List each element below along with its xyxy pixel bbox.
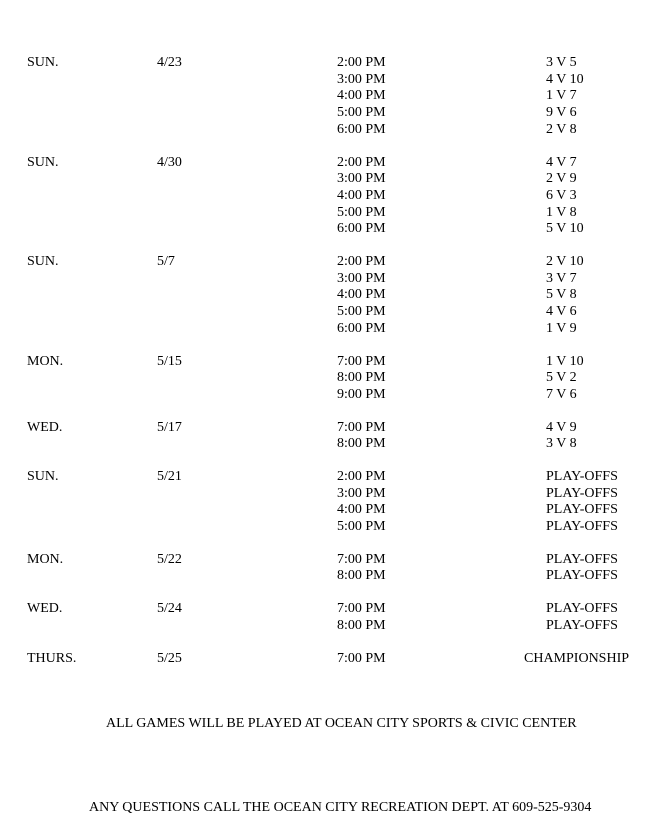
game-time: 6:00 PM <box>337 121 386 137</box>
game-matchup: 4 V 6 <box>546 304 577 320</box>
game-time: 4:00 PM <box>337 187 386 203</box>
game-time: 7:00 PM <box>337 601 386 617</box>
game-matchups <box>546 552 618 585</box>
game-time: 6:00 PM <box>337 221 386 237</box>
game-matchup: 7 V 6 <box>546 386 577 402</box>
game-matchup: 6 V 3 <box>546 187 577 203</box>
game-times <box>337 469 386 536</box>
game-date: 5/25 <box>157 650 182 666</box>
day-of-week: WED. <box>27 419 63 435</box>
day-of-week: SUN. <box>27 468 59 484</box>
game-matchup: 1 V 9 <box>546 320 577 336</box>
game-time: 2:00 PM <box>337 154 386 170</box>
game-matchup: 3 V 7 <box>546 270 577 286</box>
day-of-week: SUN. <box>27 154 59 170</box>
game-matchup: 3 V 8 <box>546 436 577 452</box>
game-matchup: PLAY-OFFS <box>546 617 618 633</box>
day-of-week: THURS. <box>27 650 77 666</box>
game-time: 8:00 PM <box>337 370 386 386</box>
game-matchup: 2 V 9 <box>546 171 577 187</box>
venue-note: ALL GAMES WILL BE PLAYED AT OCEAN CITY SPORTS & CIVIC CENTER <box>106 716 577 731</box>
game-matchups <box>546 254 584 337</box>
game-matchup: 4 V 9 <box>546 419 577 435</box>
game-times <box>337 55 386 138</box>
game-date: 5/21 <box>157 468 182 484</box>
game-matchups <box>546 601 618 634</box>
game-time: 8:00 PM <box>337 568 386 584</box>
game-time: 8:00 PM <box>337 436 386 452</box>
game-matchup: 1 V 7 <box>546 88 577 104</box>
game-time: 5:00 PM <box>337 105 386 121</box>
game-matchup: 5 V 8 <box>546 287 577 303</box>
game-matchups <box>546 420 577 453</box>
game-matchup: 2 V 10 <box>546 254 584 269</box>
schedule-day-block <box>0 469 672 536</box>
schedule-day-block <box>0 420 672 453</box>
game-matchups <box>546 155 584 238</box>
schedule-day-block <box>0 601 672 634</box>
day-of-week: SUN. <box>27 254 59 269</box>
game-matchup: 4 V 7 <box>546 154 577 170</box>
game-matchup: PLAY-OFFS <box>546 519 618 535</box>
schedule-day-block <box>0 354 672 404</box>
game-date: 5/15 <box>157 353 182 369</box>
game-matchup: PLAY-OFFS <box>546 502 618 518</box>
game-date: 4/30 <box>157 154 182 170</box>
game-matchup: 4 V 10 <box>546 71 584 87</box>
game-time: 2:00 PM <box>337 468 386 484</box>
game-matchup: 1 V 10 <box>546 353 584 369</box>
game-time: 4:00 PM <box>337 88 386 104</box>
game-matchup: PLAY-OFFS <box>546 601 618 617</box>
game-matchup: 5 V 2 <box>546 370 577 386</box>
game-time: 8:00 PM <box>337 617 386 633</box>
game-time: 7:00 PM <box>337 353 386 369</box>
game-date: 5/24 <box>157 601 182 617</box>
schedule-table <box>0 55 672 683</box>
game-time: 2:00 PM <box>337 254 386 269</box>
game-time: 4:00 PM <box>337 502 386 518</box>
game-times <box>337 651 386 668</box>
game-time: 3:00 PM <box>337 270 386 286</box>
game-matchups <box>524 651 629 668</box>
game-time: 7:00 PM <box>337 551 386 567</box>
game-matchup: 2 V 8 <box>546 121 577 137</box>
game-matchups <box>546 354 584 404</box>
game-matchup: PLAY-OFFS <box>546 568 618 584</box>
game-time: 4:00 PM <box>337 287 386 303</box>
schedule-day-block <box>0 254 672 338</box>
schedule-day-block <box>0 552 672 585</box>
game-time: 7:00 PM <box>337 650 386 666</box>
game-matchup: 5 V 10 <box>546 221 584 237</box>
game-times <box>337 354 386 404</box>
game-time: 6:00 PM <box>337 320 386 336</box>
game-matchup: CHAMPIONSHIP <box>524 650 630 666</box>
game-matchup: 3 V 5 <box>546 55 577 70</box>
game-matchup: 1 V 8 <box>546 204 577 220</box>
day-of-week: MON. <box>27 551 64 567</box>
game-time: 2:00 PM <box>337 55 386 70</box>
contact-note: ANY QUESTIONS CALL THE OCEAN CITY RECREATION DEPT. AT 609-525-9304 <box>89 800 592 815</box>
game-time: 3:00 PM <box>337 71 386 87</box>
game-matchup: PLAY-OFFS <box>546 468 618 484</box>
game-times <box>337 601 386 634</box>
day-of-week: WED. <box>27 601 63 617</box>
game-date: 4/23 <box>157 55 182 70</box>
game-time: 5:00 PM <box>337 304 386 320</box>
day-of-week: MON. <box>27 353 64 369</box>
game-date: 5/22 <box>157 551 182 567</box>
game-time: 7:00 PM <box>337 419 386 435</box>
game-matchups <box>546 55 584 138</box>
game-times <box>337 420 386 453</box>
game-time: 9:00 PM <box>337 386 386 402</box>
day-of-week: SUN. <box>27 55 59 70</box>
schedule-day-block <box>0 155 672 239</box>
game-times <box>337 155 386 238</box>
game-time: 3:00 PM <box>337 485 386 501</box>
game-time: 5:00 PM <box>337 519 386 535</box>
game-matchup: PLAY-OFFS <box>546 551 618 567</box>
game-times <box>337 254 386 337</box>
game-time: 5:00 PM <box>337 204 386 220</box>
game-matchups <box>546 469 618 536</box>
game-time: 3:00 PM <box>337 171 386 187</box>
schedule-day-block <box>0 55 672 139</box>
schedule-day-block <box>0 651 672 668</box>
game-date: 5/17 <box>157 419 182 435</box>
game-matchup: 9 V 6 <box>546 105 577 121</box>
game-matchup: PLAY-OFFS <box>546 485 618 501</box>
game-times <box>337 552 386 585</box>
game-date: 5/7 <box>157 254 175 269</box>
